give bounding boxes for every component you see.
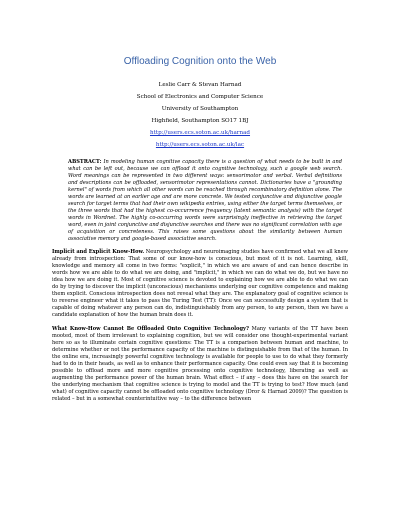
abstract-label: ABSTRACT:: [68, 159, 102, 166]
link-lac[interactable]: http://users.ecs.soton.ac.uk/lac: [155, 142, 245, 149]
affiliation-address: Highfield, Southampton SO17 1BJ: [151, 118, 249, 125]
section-text: Many variants of the TT have been mooted, most of them irrelevant to explaining cognition, but we will consider one thought-experimental variant here so as to illuminate certain cognitive questions: The TT is a comparison between human and machine, to determine whether or not the performance capacity of the machine is distinguishable from that of the human. In the online era, increasingly powerful cognitive technology is available for people to use to do what they formerly had to do in their heads, as well as to enhance their performance capacity. One could even say that it is becoming possible to offload more and more cognitive processing onto cognitive technology, liberating as well as augmenting the performance power of the human brain. What effect – if any – does this have on the search for the underlying mechanism that cognitive science is trying to model and the TT is trying to test? How much (and what) of cognitive capacity cannot be offloaded onto cognitive technology (Dror & Harnad 2009)? The question is related – but in a somewhat counterintuitive way – to the difference between: [52, 325, 348, 403]
link-harnad[interactable]: http://users.ecs.soton.ac.uk/harnad: [149, 130, 251, 137]
paper-title: Offloading Cognition onto the Web: [123, 56, 277, 67]
abstract: [68, 159, 342, 242]
section-text: Neuropsychology and neuroimaging studies have confirmed what we all knew already from introspection: That some of our know-how is conscious, but most of it is not. Learning, skill, knowledge and memory all come in two forms: "explicit," in which we are aware of and can hence describe in words how we are able to do what we are doing, and "implicit," in which we can do what we do, but we have no idea how we are doing it. Most of cognitive science is devoted to explaining how we are able to do what we can do by trying to discover the implicit (unconscious) mechanisms underlying our cognitive competence and making them explicit. Conscious introspection does not reveal what they are. The explanatory goal of cognitive science is to reverse engineer what it takes to pass the Turing Test (TT): Once we can successfully design a system that is capable of doing whatever any person can do, indistinguishably from any person, to any person, then we have a candidate explanation of how the human brain does it.: [52, 248, 349, 318]
section-heading: What Know-How Cannot Be Offloaded Onto Cognitive Technology?: [52, 325, 249, 332]
abstract-text: In modeling human cognitive capacity there is a question of what needs to be built in and what can be left out, because we can offload it onto cognitive technology, such a google web search. Word meanings can be represented in two different ways: sensorimotor and verbal. Verbal definitions and descriptions can be offloaded, sensorimotor representations cannot. Dictionaries have a "grounding kernel" of words from which all other words can be reached through recombinatory definition alone. The words are learned at an earlier age and are more concrete. We tested conjunctive and disjunctive google search for target terms that had their own wikipedia entries, using either the target terms themselves, or the three words that had the highest co-occurrence frequency (latent semantic analysis) with the target words in Wordnet. The highly co-occurring words were surprisingly ineffective in retrieving the target word, even in joint conjunctive and disjunctive searches and there was no significant correlation with age of acquisition or concreteness. This raises some questions about the similarity between human associative memory and google-based associative search.: [68, 159, 342, 242]
affiliation-university: University of Southampton: [161, 106, 239, 113]
section-offloading: [52, 326, 348, 404]
authors: Leslie Carr & Stevan Harnad: [158, 82, 242, 88]
affiliation-school: School of Electronics and Computer Science: [136, 94, 264, 101]
section-implicit-explicit: [52, 249, 348, 319]
section-heading: Implicit and Explicit Know-How.: [52, 248, 145, 255]
